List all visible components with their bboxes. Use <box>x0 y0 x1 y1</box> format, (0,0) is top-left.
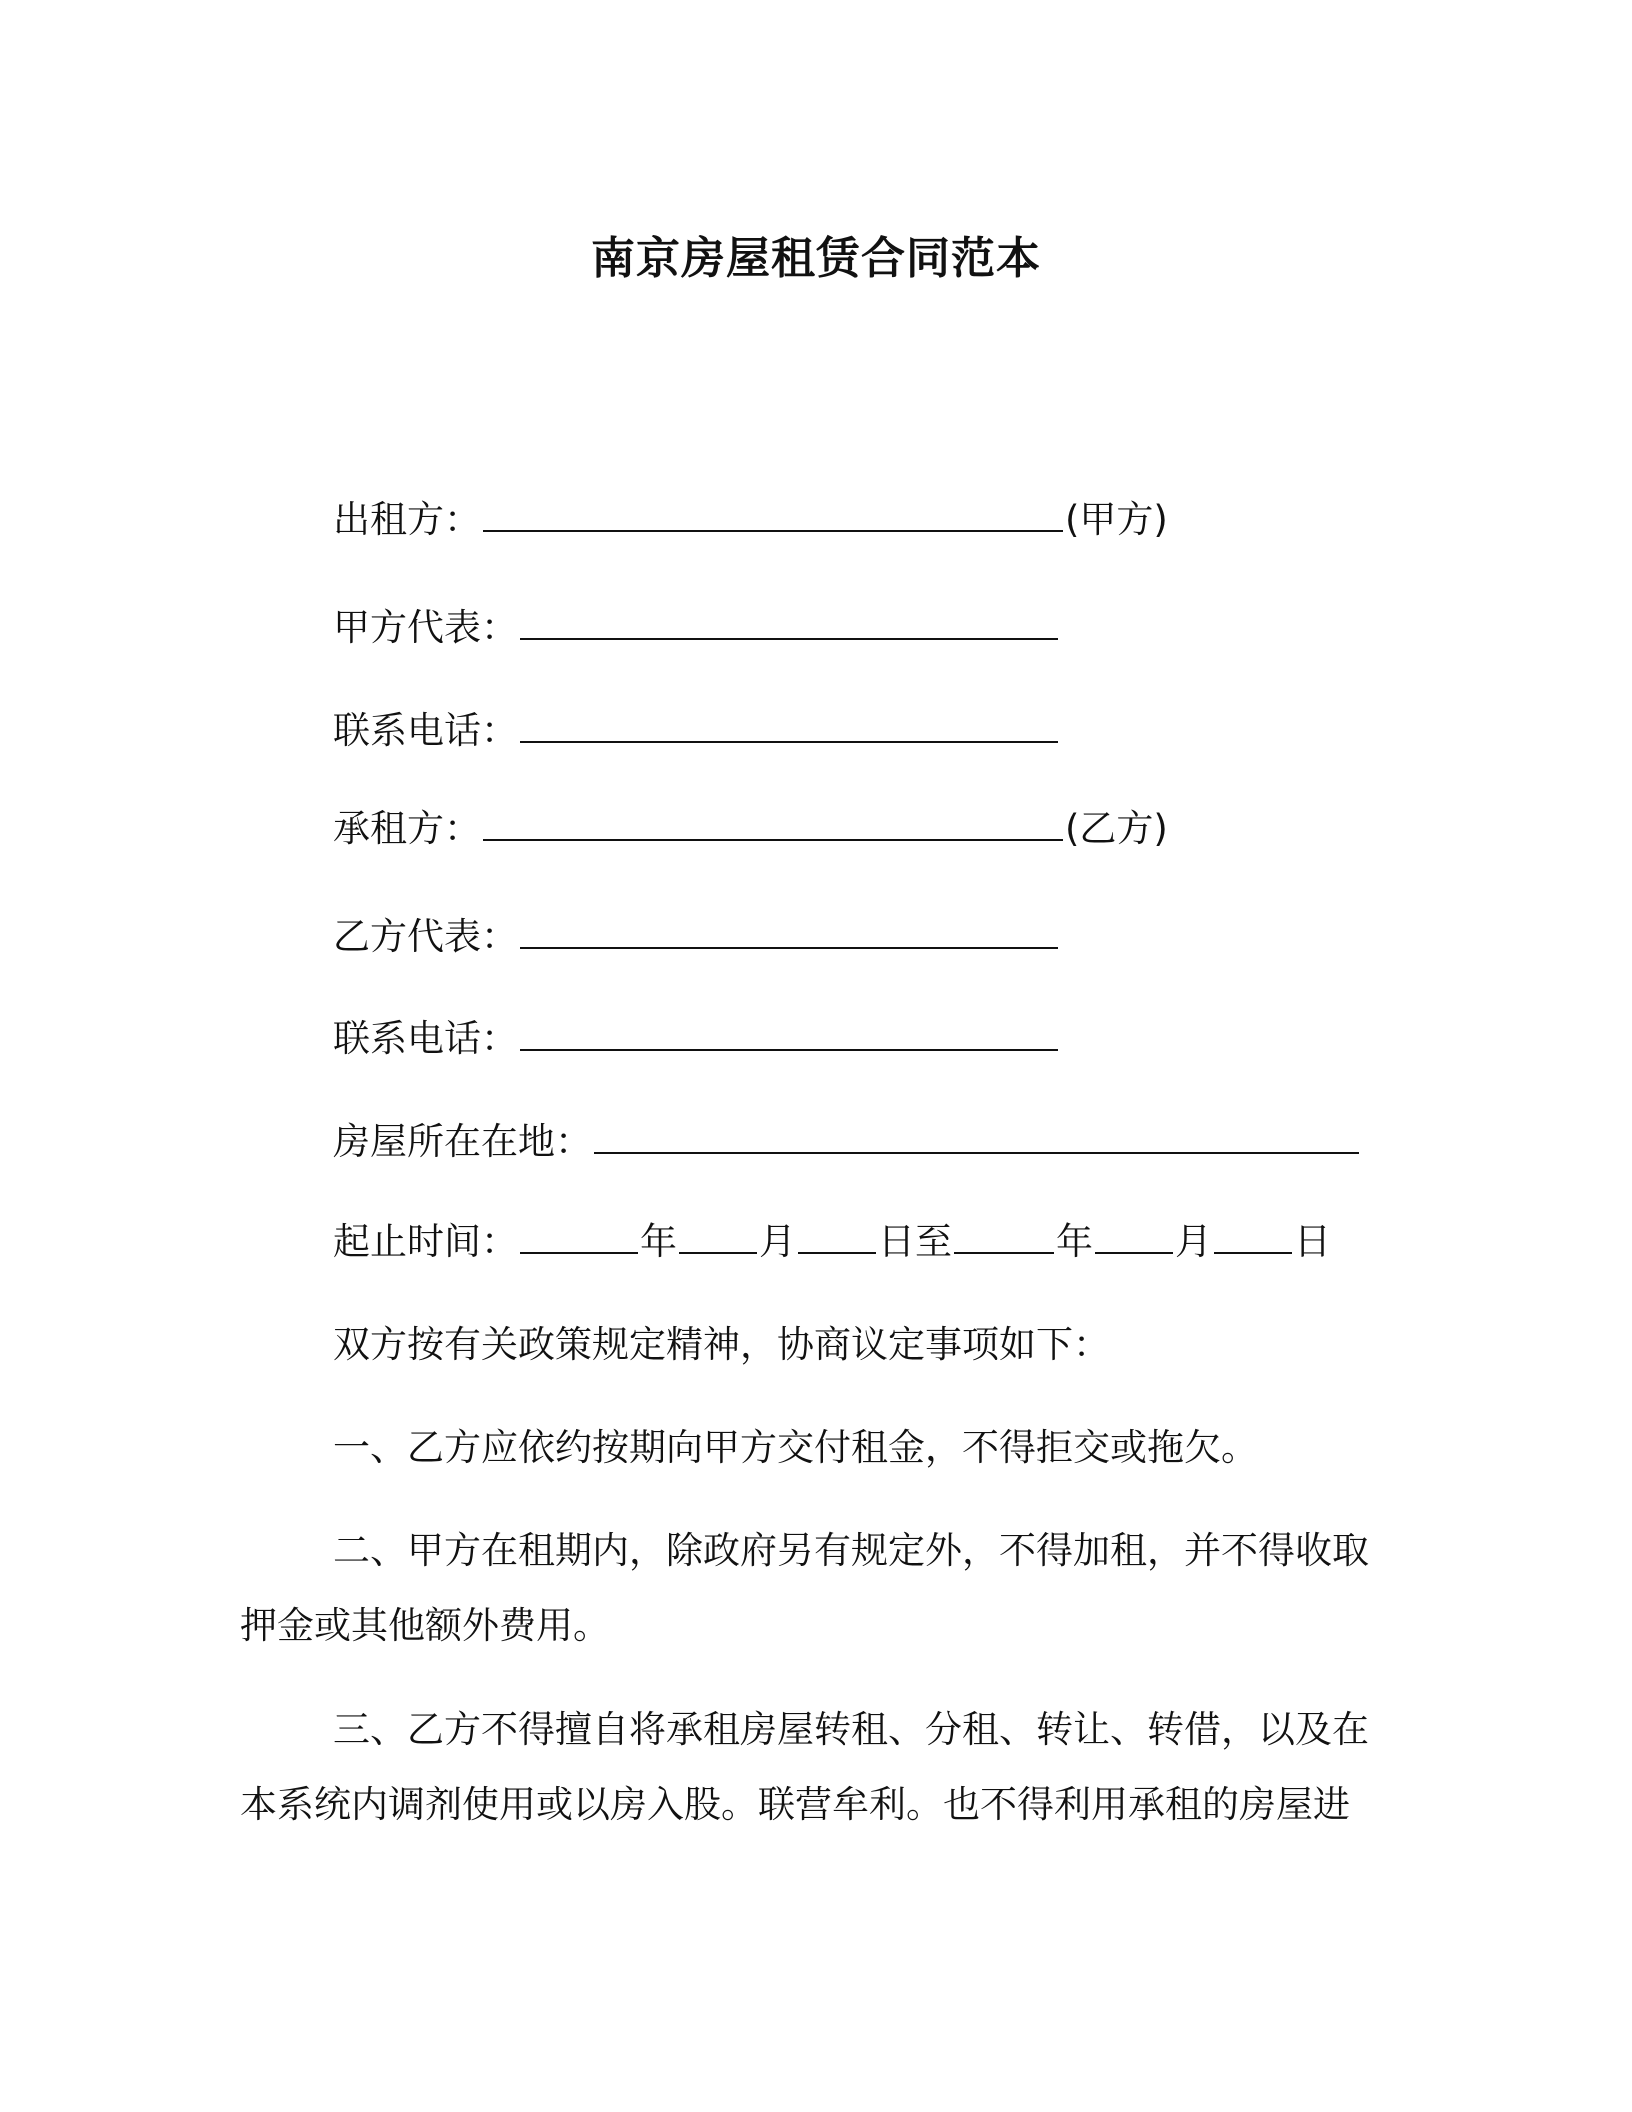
party-b-phone-field <box>333 1014 1060 1064</box>
end-day-unit: 日 <box>1294 1220 1331 1263</box>
lessee-field <box>333 804 1168 854</box>
party-b-phone-blank[interactable] <box>520 1017 1058 1051</box>
lessee-label: 承租方： <box>333 807 481 850</box>
lessee-suffix: (乙方) <box>1065 807 1168 850</box>
location-blank[interactable] <box>594 1120 1359 1154</box>
party-a-rep-blank[interactable] <box>520 606 1058 640</box>
lessor-suffix: (甲方) <box>1065 498 1168 541</box>
lessor-field <box>333 495 1168 545</box>
lessor-blank[interactable] <box>483 498 1063 532</box>
clause-1: 一、乙方应依约按期向甲方交付租金，不得拒交或拖欠。 <box>333 1426 1258 1469</box>
period-label: 起止时间： <box>333 1220 518 1263</box>
party-b-rep-label: 乙方代表： <box>333 915 518 958</box>
start-year-unit: 年 <box>640 1220 677 1263</box>
end-year-blank[interactable] <box>954 1220 1054 1254</box>
clause-3-line-2: 本系统内调剂使用或以房入股。联营牟利。也不得利用承租的房屋进 <box>240 1783 1350 1826</box>
clause-2-line-2: 押金或其他额外费用。 <box>240 1604 610 1647</box>
party-a-rep-label: 甲方代表： <box>333 606 518 649</box>
end-day-blank[interactable] <box>1214 1220 1292 1254</box>
end-month-unit: 月 <box>1175 1220 1212 1263</box>
start-month-blank[interactable] <box>679 1220 757 1254</box>
party-b-rep-field <box>333 912 1060 962</box>
start-day-to: 日至 <box>878 1220 952 1263</box>
intro-text: 双方按有关政策规定精神，协商议定事项如下： <box>333 1323 1110 1366</box>
clause-2-line-1: 二、甲方在租期内，除政府另有规定外，不得加租，并不得收取 <box>333 1529 1369 1572</box>
lessor-label: 出租方： <box>333 498 481 541</box>
clause-3-line-1: 三、乙方不得擅自将承租房屋转租、分租、转让、转借，以及在 <box>333 1708 1369 1751</box>
party-a-phone-blank[interactable] <box>520 709 1058 743</box>
start-day-blank[interactable] <box>798 1220 876 1254</box>
end-month-blank[interactable] <box>1095 1220 1173 1254</box>
location-field <box>333 1117 1361 1167</box>
party-b-phone-label: 联系电话： <box>333 1017 518 1060</box>
end-year-unit: 年 <box>1056 1220 1093 1263</box>
period-field <box>333 1217 1331 1267</box>
document-title: 南京房屋租赁合同范本 <box>591 233 1041 284</box>
location-label: 房屋所在在地： <box>333 1120 592 1163</box>
party-a-rep-field <box>333 603 1060 653</box>
party-a-phone-field <box>333 706 1060 756</box>
lessee-blank[interactable] <box>483 807 1063 841</box>
start-month-unit: 月 <box>759 1220 796 1263</box>
party-b-rep-blank[interactable] <box>520 915 1058 949</box>
start-year-blank[interactable] <box>520 1220 638 1254</box>
party-a-phone-label: 联系电话： <box>333 709 518 752</box>
